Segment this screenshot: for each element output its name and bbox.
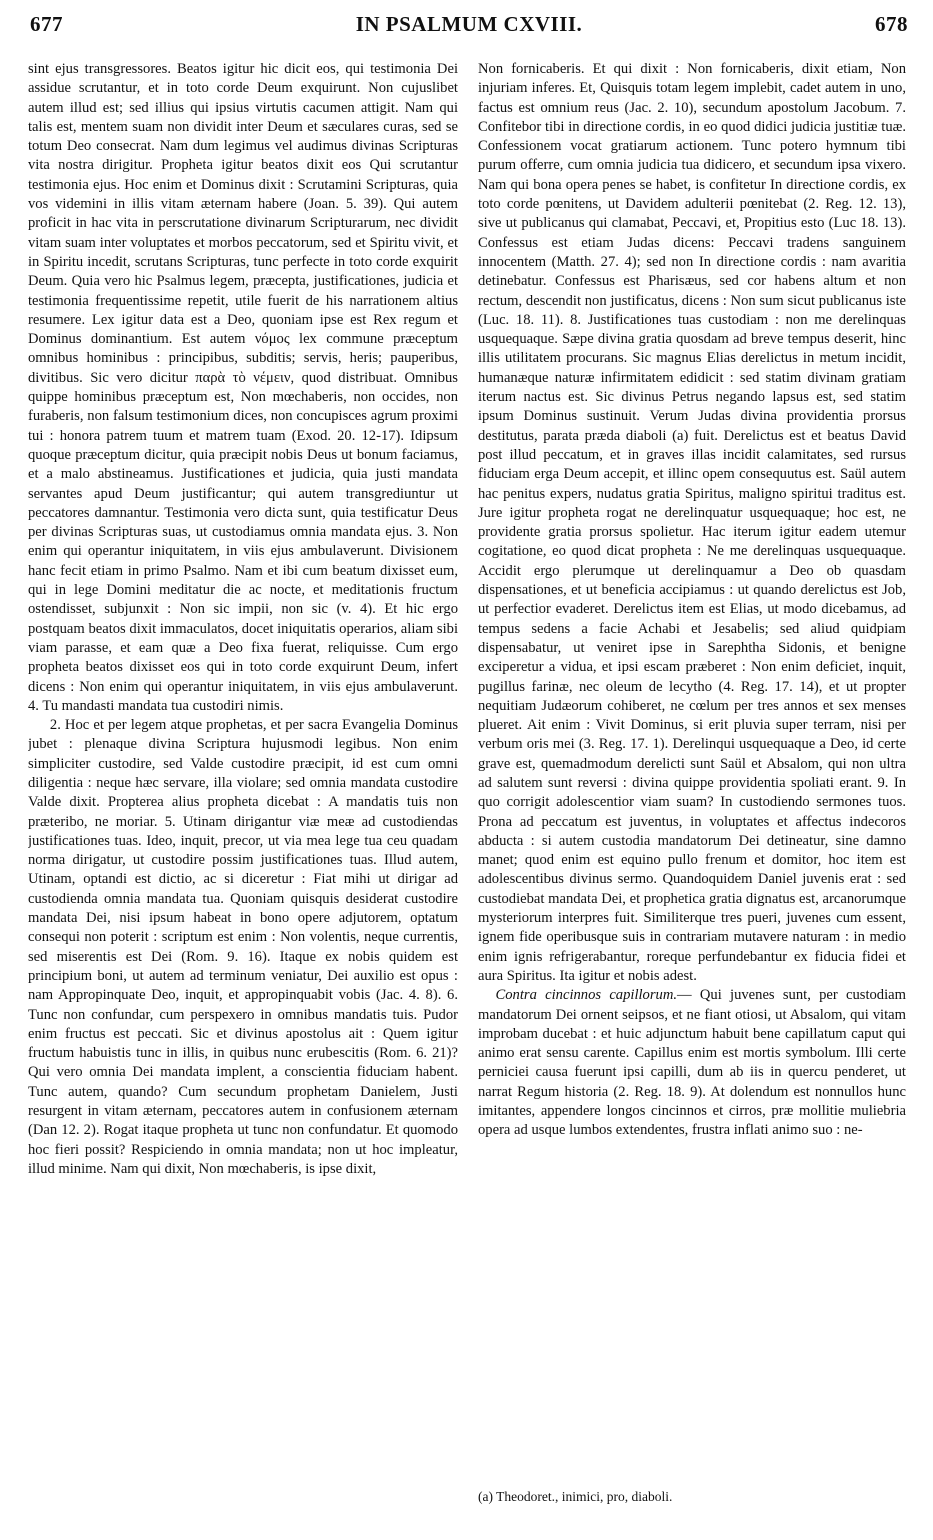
left-column (28, 60, 458, 1475)
footnote: (a) Theodoret., inimici, pro, diaboli. (478, 1489, 673, 1504)
running-title: IN PSALMUM CXVIII. (355, 12, 583, 36)
paragraph: sint ejus transgressores. Beatos igitur hic dicit eos, qui testimonia Dei assidue scrutantur, et in toto corde Deum exquirunt. Non cujuslibet autem illud est; sed illius qui ipsius virtutis cacumen attigit. Nam qui talis est, mentem suam non dividit inter Deum et sæculares curas, sed se totum Deo consecrat. Nam dum legimus vel audimus divinas Scripturas vita nostra dirigitur. Propheta igitur beatos dixit eos Qui scrutantur testimonia ejus. Hoc enim et Dominus dixit : Scrutamini Scripturas, quia vos videmini in illis vitam æternam habere (Joan. 5. 39). Qui autem proficit in hac vita in perscrutatione divinarum Scripturarum, nec dividit vitam suam inter voluptates et morbos peccatorum, sed et Spiritu vivit, et in Spiritu incedit, scrutans Scripturas, tunc perfecte in toto corde exquirit Deum. Quia vero hic Psalmus legem, præcepta, justificationes, judicia et testimonia frequentissime repetit, utile fuerit de his narrationem altius resumere. Lex igitur data est a Deo, quoniam ipse est Rex regum et Dominus dominantium. Est autem νόμος lex commune præceptum omnibus hominibus : principibus, subditis; servis, heris; pauperibus, divitibus. Sic vero dicitur παρὰ τὸ νέμειν, quod distribuat. Omnibus quippe hominibus præceptum est, Non mœchaberis, non occides, non furaberis, non falsum testimonium dices, non concupisces agrum proximi tui : honora patrem tuum et matrem tuam (Exod. 20. 12-17). Idipsum quoque præceptum dicitur, quia præcipit nobis Deus ut bonum faciamus, et a malo abstineamus. Justificationes et judicia, quia justi mandata servantes apud Deum justificantur; qui autem transgrediuntur ut peccatores damnantur. Testimonia vero dicta sunt, quia testificatur Deus per divinas Scripturas suas, ut custodiamus omnia mandata ejus. 3. Non enim qui operantur iniquitatem, in viis ejus ambulaverunt. Divisionem hanc fecit etiam in primo Psalmo. Nam et ibi cum beatum dixisset eum, qui in lege Domini meditatur die ac nocte, et meditationis fructum ostendisset, subjunxit : Non sic impii, non sic (v. 4). Et hic ergo postquam beatos dixit immaculatos, docet iniquitatis operarios, aliam sibi viam parasse, et eam quæ a Deo fixa fuerat, reliquisse. Cum ergo propheta beatos dixisset eos qui in toto corde exquirunt Deum, infert dicens : Non enim qui operantur iniquitatem, in viis ejus ambulaverunt. 4. Tu mandasti mandata tua custodiri nimis. (28, 61, 458, 714)
rubric-paragraph (478, 986, 906, 1140)
page-header (30, 12, 908, 42)
rubric-text: — Qui juvenes sunt, per custodiam mandatorum Dei ornent seipsos, et ne fiant otiosi, ut Absalom, qui vitam improbam ducebat : et huic adjunctum habuit bene capillatum caput qui animo erat sensu carente. Capillus enim est mortis symbolum. Illi certe perniciei causa fuerunt ipsi capilli, dum ab iis in quercu penderet, ut narrat Regum historia (2. Reg. 18. 9). At dolendum est nonnullos hunc imitantes, appendere longos cincinnos et cirros, præ mollitie muliebria opera ad usque lumbos extendentes, frustra inflati animo suo : ne- (478, 987, 906, 1139)
right-column (478, 60, 906, 1475)
page-number-left: 677 (30, 12, 63, 36)
rubric-heading: Contra cincinnos capillorum. (495, 987, 678, 1004)
paragraph: Non fornicaberis. Et qui dixit : Non fornicaberis, dixit etiam, Non injuriam inferes. Et, Quisquis totam legem implebit, cadet autem in uno, factus est omnium reus (Jac. 2. 10), secundum apostolum Jacobum. 7. Confitebor tibi in directione cordis, in eo quod didici judicia justitiæ tuæ. Confessionem vocat gratiarum actionem. Tunc potero hymnum tibi purum offerre, cum omnia judicia tua didicero, et secundum ipsa vixero. Nam qui bona opera penes se habet, is confitetur In directione cordis, ex toto corde pœnitens, ut Davidem adulterii pœnitebat (2. Reg. 12. 13), sive ut publicanus qui clamabat, Peccavi, et, Propitius esto (Luc 18. 13). Confessus est etiam Judas dicens: Peccavi tradens sanguinem innocentem (Matth. 27. 4); sed non In directione cordis : nam avaritia detinebatur. Confessus est Pharisæus, sed cor habens altum et non rectum, descendit non justificatus, dicens : Non sum sicut publicanus iste (Luc. 18. 11). 8. Justificationes tuas custodiam : non me derelinquas usquequaque. Sæpe divina gratia quosdam ad breve tempus deserit, hinc illis utilitatem procurans. Sic magnus Elias derelictus in metum incidit, humanæque naturæ infirmitatem edidicit : sed statim divinam gratiam iterum nactus est. Sic divinus Petrus negando lapsus est, sed statim ipsum Dominus sustinuit. Verum Judas divina providentia prorsus destitutus, parata præda diaboli (a) fuit. Derelictus est et beatus David post illud peccatum, et in graves illas incidit calamitates, sed rursus fiduciam erga Deum accepit, et illinc opem consequutus est. Saül autem hac penitus expers, nudatus gratia Spiritus, maligno spiritui traditus est. Jure igitur propheta rogat ne derelinquatur usquequaque; hoc est, ne providente gratia prorsus spolietur. Hac iterum igitur eadem utemur cogitatione, eo quod dicat propheta : Ne me derelinquas usquequaque. Accidit ergo plerumque ut derelinquamur a Deo ob quasdam dispensationes, et ut beneficia accipiamus : ut quando derelictus est Job, ut perfectior evaderet. Derelictus item est Elias, ut modo dicebamus, ad tempus sedens a facie Achabi et Jesabelis; sed aliud quidpiam dispensabatur, ut veniret ipse in Sarephtha Sidonis, et benigne exciperetur a vidua, et ipsi escam præberet : Non enim deficiet, inquit, pugillus farinæ, nec oleum de lecytho (4. Reg. 17. 14), et ut propter nequitiam Judæorum cohiberet, ne cœlum per tres annos et sex menses plueret. Ait enim : Vivit Dominus, si erit pluvia super terram, nisi per verbum oris mei (3. Reg. 17. 1). Derelinqui usquequaque a Deo, id certe grave est, quemadmodum derelicti sunt Saül et Absalom, qui non ultra ad salutem sunt reversi : divina quippe providentia spoliati erant. 9. In quo corrigit adolescentior viam suam? In custodiendo sermones tuos. Prona ad peccatum est juventus, in voluptates et affectus indecoros abducta : si autem custodia mandatorum Dei detineatur, sine damno manet; quod enim est equino pullo frenum et domitor, hoc item est adolescentibus divinus sermo. Quandoquidem Daniel juvenis erat : sed custodiebat mandata Dei, et prophetica gratia dignatus est, arcanorumque mysteriorum interpres fuit. Similiterque tres pueri, juvenes cum essent, ignem fide operibusque suis in contrariam mutavere naturam : in medio enim ignis refrigerabantur, roreque perfundebantur ex fiducia fidei et aura Spiritus. Ita igitur et nobis adest. (478, 61, 906, 984)
page-number-right: 678 (875, 12, 908, 36)
paragraph: 2. Hoc et per legem atque prophetas, et per sacra Evangelia Dominus jubet : plenaque divina Scriptura hujusmodi legibus. Non enim simpliciter custodire, sed Valde custodire præcipit, id est cum omni diligentia : neque hæc servare, illa violare; sed omnia mandata custodire Valde dixit. Propterea alius propheta dicebat : A mandatis tuis non præteribo, ne moriar. 5. Utinam dirigantur viæ meæ ad custodiendas justificationes tuas. Ideo, inquit, precor, ut via mea lege tua ceu quadam norma dirigatur, ut custodire possim justificationes tuas. Illud autem, Utinam, optandi est dictio, ac si diceretur : Fiat mihi ut dirigar ad custodienda omnia mandata tua. Quoniam quisquis desiderat custodire mandata Dei, nisi ipsum habeat in bono opere adjutorem, optatum consequi non poterit : scriptum est enim : Non volentis, neque currentis, sed miserentis est Dei (Rom. 9. 16). Itaque ex nobis quidem est principium boni, ut autem ad terminum veniatur, Dei auxilio est opus : nam Appropinquate Deo, inquit, et appropinquabit vobis (Jac. 4. 8). 6. Tunc non confundar, cum perspexero in omnibus mandatis tuis. Pudor enim fructus est peccati. Sic et divinus apostolus ait : Quem igitur fructum habuistis tunc in illis, in quibus nunc erubescitis (Rom. 6. 21)? Qui vero omnia Dei mandata implent, a conscientia fiduciam habent. Tunc autem, quando? Cum secundum prophetam Danielem, Justi resurgent in vitam æternam, peccatores autem in confusionem æternam (Dan 12. 2). Rogat itaque propheta ut tunc non confundatur. Et quomodo hoc fieri possit? Respiciendo in omnia mandata; non ut hoc impleatur, illud minime. Nam qui dixit, Non mœchaberis, is ipse dixit, (28, 717, 458, 1177)
